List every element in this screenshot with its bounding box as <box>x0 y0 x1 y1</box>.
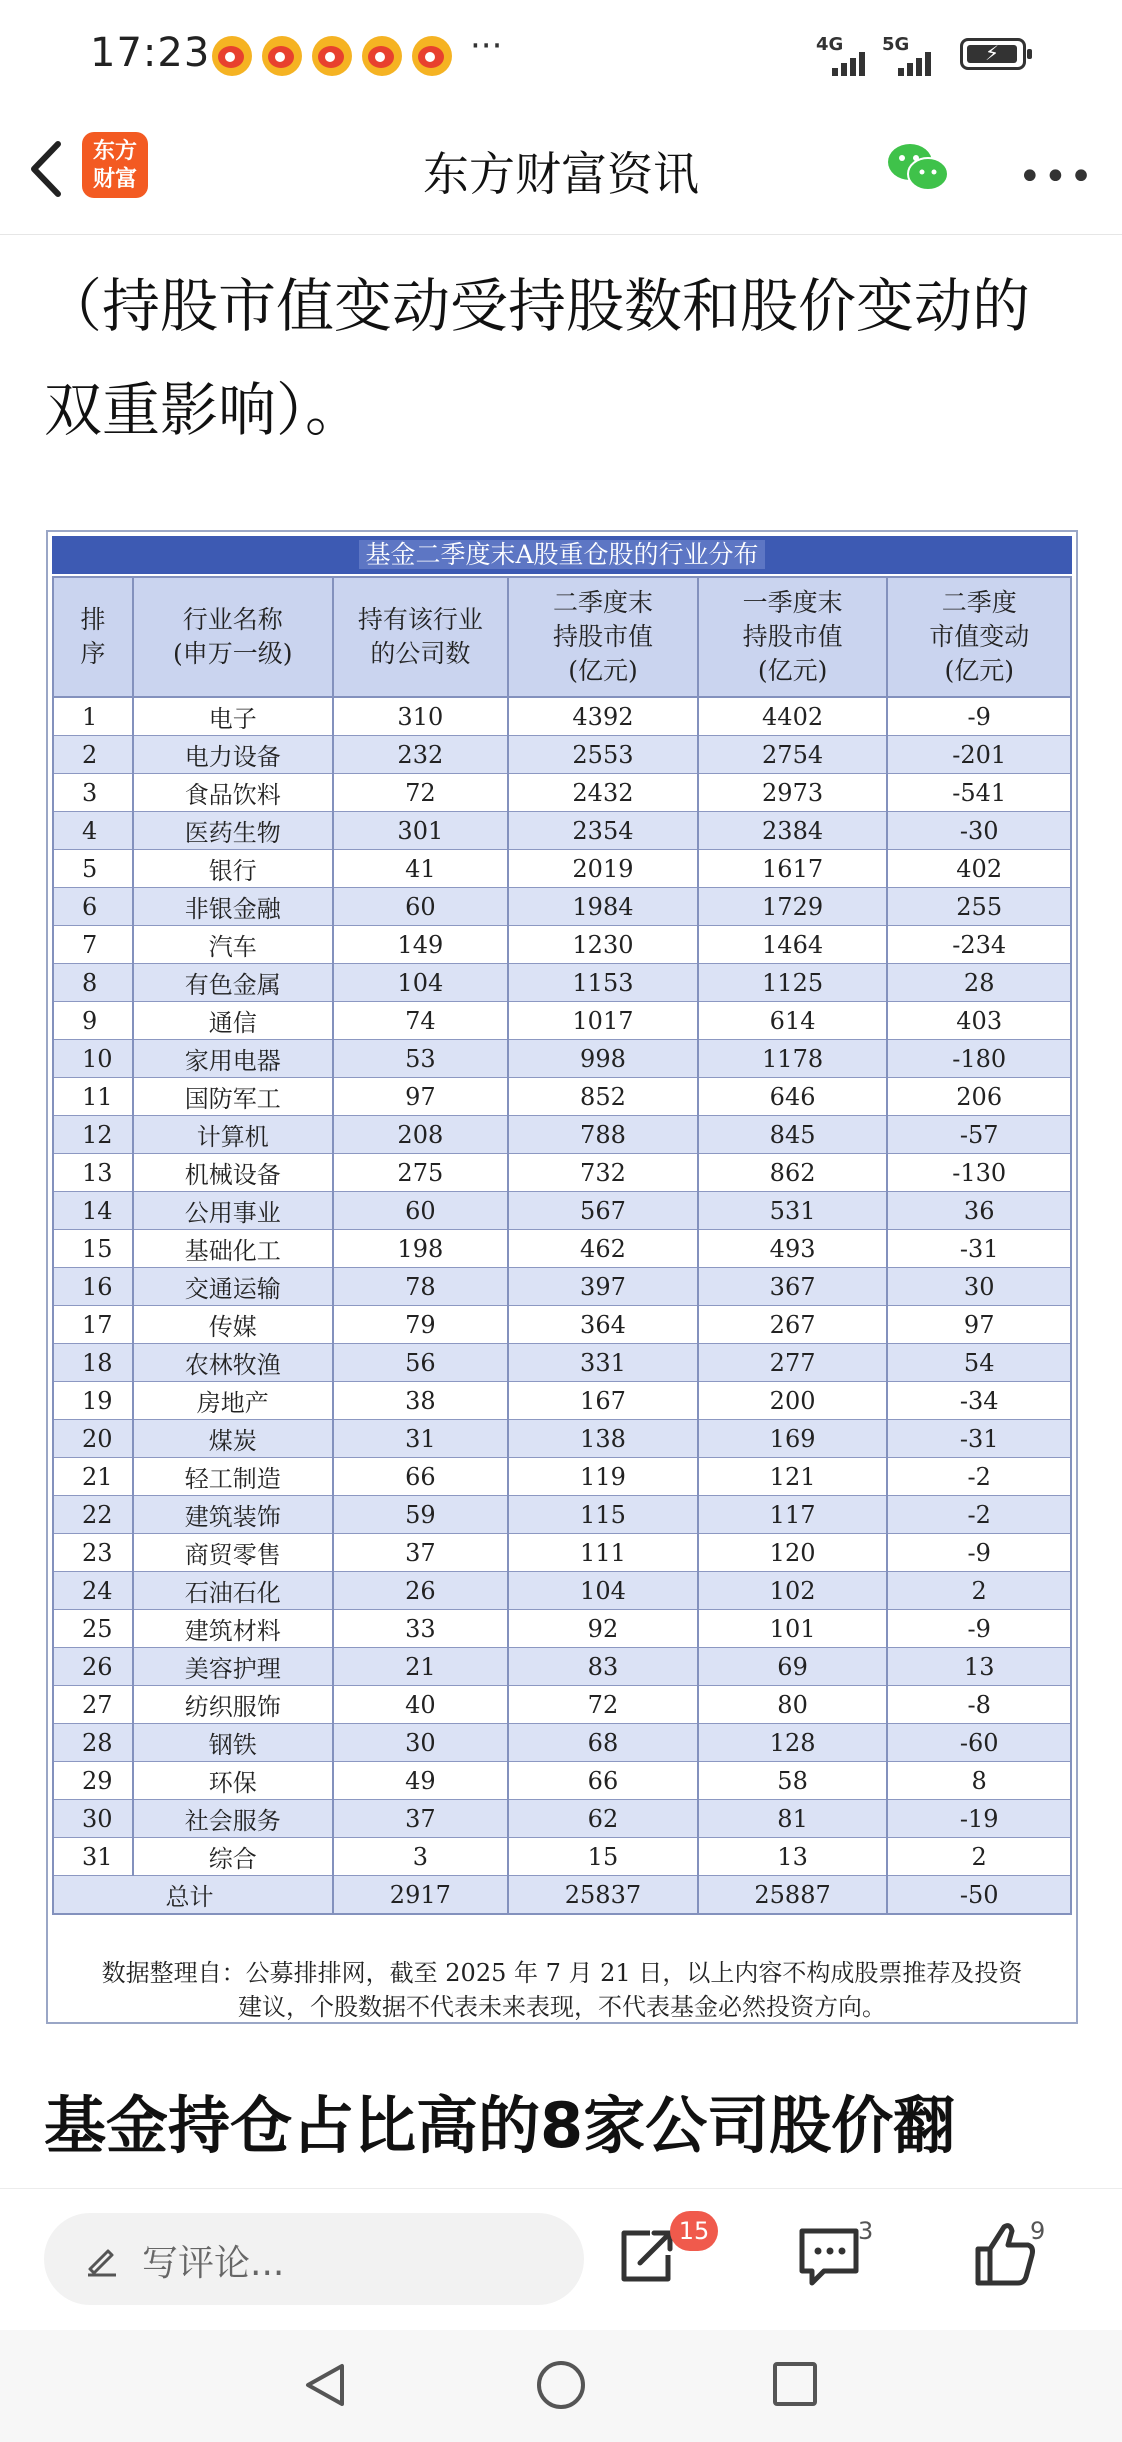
cell-industry: 轻工制造 <box>133 1458 333 1496</box>
cell-q1-value: 2754 <box>698 736 888 774</box>
cell-q2-value: 397 <box>508 1268 698 1306</box>
cell-q1-value: 2973 <box>698 774 888 812</box>
cell-change: 2 <box>887 1572 1071 1610</box>
cell-q2-value: 852 <box>508 1078 698 1116</box>
cell-companies: 78 <box>333 1268 509 1306</box>
cell-change: 28 <box>887 964 1071 1002</box>
table-row <box>53 1496 1071 1534</box>
cell-companies: 40 <box>333 1686 509 1724</box>
cell-industry: 煤炭 <box>133 1420 333 1458</box>
header-change: 二季度 市值变动 (亿元) <box>887 577 1071 697</box>
cell-change: 97 <box>887 1306 1071 1344</box>
cell-rank: 2 <box>53 736 133 774</box>
cell-industry: 电力设备 <box>133 736 333 774</box>
section-heading: 基金持仓占比高的8家公司股价翻 <box>44 2089 956 2162</box>
cell-q1-value: 1464 <box>698 926 888 964</box>
cell-q2-value: 2354 <box>508 812 698 850</box>
cell-industry: 基础化工 <box>133 1230 333 1268</box>
notification-icons <box>212 36 452 76</box>
app-header <box>0 110 1122 235</box>
cell-change: 8 <box>887 1762 1071 1800</box>
cell-rank: 17 <box>53 1306 133 1344</box>
cell-industry: 食品饮料 <box>133 774 333 812</box>
cell-change: -234 <box>887 926 1071 964</box>
cell-industry: 商贸零售 <box>133 1534 333 1572</box>
note-line: 数据整理自：公募排排网，截至 2025 年 7 月 21 日，以上内容不构成股票推荐及投资 <box>101 1959 1023 1987</box>
table-row <box>53 1344 1071 1382</box>
cell-q1-value: 101 <box>698 1610 888 1648</box>
bottom-action-bar <box>0 2188 1122 2331</box>
cell-change: -9 <box>887 1610 1071 1648</box>
cell-change: 13 <box>887 1648 1071 1686</box>
header-industry: 行业名称 (申万一级) <box>133 577 333 697</box>
cell-q1-value: 614 <box>698 1002 888 1040</box>
share-count-badge: 15 <box>670 2211 718 2251</box>
cell-change: -9 <box>887 1534 1071 1572</box>
cell-industry: 交通运输 <box>133 1268 333 1306</box>
cell-companies: 79 <box>333 1306 509 1344</box>
table-row <box>53 1306 1071 1344</box>
cell-companies: 31 <box>333 1420 509 1458</box>
cell-companies: 59 <box>333 1496 509 1534</box>
cell-industry: 综合 <box>133 1838 333 1876</box>
cell-q1-value: 81 <box>698 1800 888 1838</box>
cell-q2-value: 66 <box>508 1762 698 1800</box>
cell-change: 402 <box>887 850 1071 888</box>
cell-companies: 41 <box>333 850 509 888</box>
cell-companies: 53 <box>333 1040 509 1078</box>
cell-q2-value: 2019 <box>508 850 698 888</box>
cell-industry: 社会服务 <box>133 1800 333 1838</box>
table-title-text: 基金二季度末A股重仓股的行业分布 <box>359 540 764 569</box>
table-row <box>53 1116 1071 1154</box>
cell-companies: 301 <box>333 812 509 850</box>
table-row <box>53 1154 1071 1192</box>
cell-q2-value: 62 <box>508 1800 698 1838</box>
cell-industry: 房地产 <box>133 1382 333 1420</box>
cell-companies: 38 <box>333 1382 509 1420</box>
nav-home-icon[interactable] <box>534 2360 588 2414</box>
table-row <box>53 697 1071 736</box>
cell-companies: 2917 <box>333 1876 509 1915</box>
comment-count: 3 <box>858 2217 874 2245</box>
cell-q2-value: 732 <box>508 1154 698 1192</box>
cell-q1-value: 367 <box>698 1268 888 1306</box>
cell-q1-value: 128 <box>698 1724 888 1762</box>
cell-q1-value: 1178 <box>698 1040 888 1078</box>
cell-rank: 18 <box>53 1344 133 1382</box>
comment-input[interactable] <box>44 2213 584 2305</box>
table-row <box>53 888 1071 926</box>
cell-change: -19 <box>887 1800 1071 1838</box>
table-header-row <box>53 577 1071 697</box>
table-row <box>53 1534 1071 1572</box>
cell-rank: 31 <box>53 1838 133 1876</box>
logo-text: 财富 <box>92 167 137 192</box>
logo-text: 东方 <box>92 139 137 164</box>
cell-rank: 3 <box>53 774 133 812</box>
cell-q2-value: 68 <box>508 1724 698 1762</box>
table-row <box>53 1078 1071 1116</box>
cell-industry: 电子 <box>133 697 333 736</box>
cell-change: -31 <box>887 1420 1071 1458</box>
cell-rank: 21 <box>53 1458 133 1496</box>
cell-companies: 66 <box>333 1458 509 1496</box>
cell-rank: 29 <box>53 1762 133 1800</box>
cell-q2-value: 15 <box>508 1838 698 1876</box>
cell-q1-value: 80 <box>698 1686 888 1724</box>
cell-companies: 232 <box>333 736 509 774</box>
cell-q1-value: 121 <box>698 1458 888 1496</box>
cell-q1-value: 493 <box>698 1230 888 1268</box>
cell-rank: 12 <box>53 1116 133 1154</box>
cell-rank: 15 <box>53 1230 133 1268</box>
network-type-label: 5G <box>882 34 910 55</box>
cell-change: -180 <box>887 1040 1071 1078</box>
table-row <box>53 1800 1071 1838</box>
cell-q2-value: 364 <box>508 1306 698 1344</box>
cell-rank: 16 <box>53 1268 133 1306</box>
cell-companies: 37 <box>333 1800 509 1838</box>
cell-companies: 310 <box>333 697 509 736</box>
cell-q1-value: 69 <box>698 1648 888 1686</box>
header-title: 东方财富资讯 <box>423 147 699 201</box>
cell-companies: 72 <box>333 774 509 812</box>
cell-change: 30 <box>887 1268 1071 1306</box>
cell-change: -2 <box>887 1458 1071 1496</box>
weibo-icon <box>262 36 302 76</box>
cell-q1-value: 120 <box>698 1534 888 1572</box>
cell-companies: 74 <box>333 1002 509 1040</box>
cell-rank: 27 <box>53 1686 133 1724</box>
cell-q2-value: 72 <box>508 1686 698 1724</box>
cell-companies: 149 <box>333 926 509 964</box>
cell-industry: 国防军工 <box>133 1078 333 1116</box>
total-label: 总计 <box>53 1876 333 1915</box>
cell-change: -201 <box>887 736 1071 774</box>
cell-companies: 37 <box>333 1534 509 1572</box>
signal-5g-icon <box>882 36 938 76</box>
cell-change: -2 <box>887 1496 1071 1534</box>
cell-rank: 20 <box>53 1420 133 1458</box>
cell-q2-value: 25837 <box>508 1876 698 1915</box>
cell-rank: 7 <box>53 926 133 964</box>
cell-rank: 25 <box>53 1610 133 1648</box>
cell-change: -60 <box>887 1724 1071 1762</box>
table-row <box>53 1192 1071 1230</box>
cell-rank: 23 <box>53 1534 133 1572</box>
cell-q1-value: 25887 <box>698 1876 888 1915</box>
table-total-row <box>53 1876 1071 1915</box>
data-table <box>52 576 1072 1915</box>
cell-industry: 家用电器 <box>133 1040 333 1078</box>
table-row <box>53 1420 1071 1458</box>
cell-companies: 56 <box>333 1344 509 1382</box>
cell-change: -31 <box>887 1230 1071 1268</box>
cell-q2-value: 111 <box>508 1534 698 1572</box>
cell-q1-value: 13 <box>698 1838 888 1876</box>
cell-rank: 26 <box>53 1648 133 1686</box>
cell-q1-value: 169 <box>698 1420 888 1458</box>
header-q1-value: 一季度末 持股市值 (亿元) <box>698 577 888 697</box>
cell-industry: 计算机 <box>133 1116 333 1154</box>
cell-industry: 美容护理 <box>133 1648 333 1686</box>
cell-q1-value: 646 <box>698 1078 888 1116</box>
cell-rank: 19 <box>53 1382 133 1420</box>
cell-change: -9 <box>887 697 1071 736</box>
header-companies: 持有该行业 的公司数 <box>333 577 509 697</box>
cell-change: 206 <box>887 1078 1071 1116</box>
pen-icon <box>84 2241 120 2277</box>
table-row <box>53 1002 1071 1040</box>
cell-q1-value: 58 <box>698 1762 888 1800</box>
table-source-note <box>52 1956 1072 2024</box>
cell-rank: 6 <box>53 888 133 926</box>
note-line: 建议，个股数据不代表未来表现，不代表基金必然投资方向。 <box>238 1993 886 2021</box>
cell-q2-value: 167 <box>508 1382 698 1420</box>
cell-change: -541 <box>887 774 1071 812</box>
battery-icon: ⚡ <box>960 38 1026 70</box>
cell-companies: 275 <box>333 1154 509 1192</box>
table-row <box>53 812 1071 850</box>
cell-industry: 有色金属 <box>133 964 333 1002</box>
cell-change: 54 <box>887 1344 1071 1382</box>
cell-q1-value: 1125 <box>698 964 888 1002</box>
cell-rank: 30 <box>53 1800 133 1838</box>
table-row <box>53 774 1071 812</box>
cell-rank: 24 <box>53 1572 133 1610</box>
cell-q1-value: 845 <box>698 1116 888 1154</box>
cell-q2-value: 138 <box>508 1420 698 1458</box>
cell-companies: 208 <box>333 1116 509 1154</box>
status-more-icon: ··· <box>470 26 503 66</box>
table-row <box>53 1648 1071 1686</box>
more-options-icon[interactable]: ••• <box>1018 154 1095 200</box>
table-row <box>53 1610 1071 1648</box>
cell-q2-value: 1153 <box>508 964 698 1002</box>
cell-companies: 30 <box>333 1724 509 1762</box>
table-row <box>53 964 1071 1002</box>
cell-q2-value: 1017 <box>508 1002 698 1040</box>
cell-rank: 5 <box>53 850 133 888</box>
cell-q2-value: 104 <box>508 1572 698 1610</box>
cell-companies: 60 <box>333 888 509 926</box>
cell-industry: 建筑材料 <box>133 1610 333 1648</box>
cell-q2-value: 788 <box>508 1116 698 1154</box>
weibo-icon <box>212 36 252 76</box>
cell-industry: 公用事业 <box>133 1192 333 1230</box>
cell-rank: 11 <box>53 1078 133 1116</box>
cell-change: -130 <box>887 1154 1071 1192</box>
table-row <box>53 1724 1071 1762</box>
cell-rank: 13 <box>53 1154 133 1192</box>
cell-companies: 3 <box>333 1838 509 1876</box>
cell-industry: 非银金融 <box>133 888 333 926</box>
cell-change: 403 <box>887 1002 1071 1040</box>
cell-change: 255 <box>887 888 1071 926</box>
table-row <box>53 1040 1071 1078</box>
cell-q2-value: 4392 <box>508 697 698 736</box>
table-row <box>53 1572 1071 1610</box>
cell-industry: 传媒 <box>133 1306 333 1344</box>
system-navigation-bar <box>0 2330 1122 2442</box>
cell-q1-value: 531 <box>698 1192 888 1230</box>
table-row <box>53 1762 1071 1800</box>
cell-q1-value: 102 <box>698 1572 888 1610</box>
cell-change: -8 <box>887 1686 1071 1724</box>
cell-rank: 10 <box>53 1040 133 1078</box>
wechat-share-icon[interactable] <box>886 140 950 194</box>
cell-companies: 97 <box>333 1078 509 1116</box>
cell-companies: 198 <box>333 1230 509 1268</box>
network-type-label: 4G <box>816 34 844 55</box>
cell-q1-value: 267 <box>698 1306 888 1344</box>
cell-rank: 14 <box>53 1192 133 1230</box>
cell-q2-value: 331 <box>508 1344 698 1382</box>
cell-q2-value: 2553 <box>508 736 698 774</box>
table-row <box>53 736 1071 774</box>
cell-q1-value: 117 <box>698 1496 888 1534</box>
cell-rank: 4 <box>53 812 133 850</box>
cell-industry: 环保 <box>133 1762 333 1800</box>
cell-change: -50 <box>887 1876 1071 1915</box>
cell-change: -34 <box>887 1382 1071 1420</box>
cell-industry: 汽车 <box>133 926 333 964</box>
status-time: 17:23 <box>90 30 211 76</box>
cell-rank: 22 <box>53 1496 133 1534</box>
cell-change: 36 <box>887 1192 1071 1230</box>
table-title <box>52 536 1072 574</box>
weibo-icon <box>312 36 352 76</box>
cell-rank: 9 <box>53 1002 133 1040</box>
cell-industry: 通信 <box>133 1002 333 1040</box>
industry-distribution-table <box>46 530 1078 2024</box>
cell-companies: 60 <box>333 1192 509 1230</box>
cell-q2-value: 1984 <box>508 888 698 926</box>
cell-q1-value: 277 <box>698 1344 888 1382</box>
cell-q2-value: 83 <box>508 1648 698 1686</box>
header-rank: 排 序 <box>53 577 133 697</box>
nav-recents-icon[interactable] <box>770 2360 820 2410</box>
cell-industry: 纺织服饰 <box>133 1686 333 1724</box>
table-row <box>53 926 1071 964</box>
comment-placeholder: 写评论... <box>142 2243 285 2284</box>
cell-change: -30 <box>887 812 1071 850</box>
cell-q1-value: 1729 <box>698 888 888 926</box>
cell-q2-value: 2432 <box>508 774 698 812</box>
cell-industry: 医药生物 <box>133 812 333 850</box>
weibo-icon <box>362 36 402 76</box>
status-bar <box>0 0 1122 110</box>
cell-industry: 机械设备 <box>133 1154 333 1192</box>
cell-q1-value: 862 <box>698 1154 888 1192</box>
cell-q2-value: 567 <box>508 1192 698 1230</box>
table-row <box>53 1686 1071 1724</box>
cell-industry: 银行 <box>133 850 333 888</box>
cell-industry: 钢铁 <box>133 1724 333 1762</box>
table-row <box>53 850 1071 888</box>
cell-industry: 建筑装饰 <box>133 1496 333 1534</box>
comment-icon[interactable] <box>794 2215 864 2295</box>
cell-q2-value: 998 <box>508 1040 698 1078</box>
cell-change: -57 <box>887 1116 1071 1154</box>
cell-industry: 农林牧渔 <box>133 1344 333 1382</box>
cell-companies: 33 <box>333 1610 509 1648</box>
cell-q1-value: 200 <box>698 1382 888 1420</box>
signal-4g-icon <box>816 36 872 76</box>
cell-companies: 21 <box>333 1648 509 1686</box>
table-row <box>53 1230 1071 1268</box>
like-count: 9 <box>1030 2217 1046 2245</box>
cell-change: 2 <box>887 1838 1071 1876</box>
nav-back-icon[interactable] <box>300 2360 350 2410</box>
cell-q2-value: 92 <box>508 1610 698 1648</box>
cell-industry: 石油石化 <box>133 1572 333 1610</box>
cell-companies: 104 <box>333 964 509 1002</box>
table-row <box>53 1268 1071 1306</box>
header-q2-value: 二季度末 持股市值 (亿元) <box>508 577 698 697</box>
weibo-icon <box>412 36 452 76</box>
cell-rank: 8 <box>53 964 133 1002</box>
table-row <box>53 1458 1071 1496</box>
cell-q2-value: 1230 <box>508 926 698 964</box>
cell-q1-value: 2384 <box>698 812 888 850</box>
cell-rank: 28 <box>53 1724 133 1762</box>
cell-q1-value: 1617 <box>698 850 888 888</box>
cell-rank: 1 <box>53 697 133 736</box>
table-row <box>53 1382 1071 1420</box>
cell-companies: 26 <box>333 1572 509 1610</box>
cell-q2-value: 115 <box>508 1496 698 1534</box>
article-paragraph: （持股市值变动受持股数和股价变动的双重影响）。 <box>44 272 1031 444</box>
cell-q2-value: 119 <box>508 1458 698 1496</box>
table-row <box>53 1838 1071 1876</box>
cell-q1-value: 4402 <box>698 697 888 736</box>
cell-q2-value: 462 <box>508 1230 698 1268</box>
cell-companies: 49 <box>333 1762 509 1800</box>
